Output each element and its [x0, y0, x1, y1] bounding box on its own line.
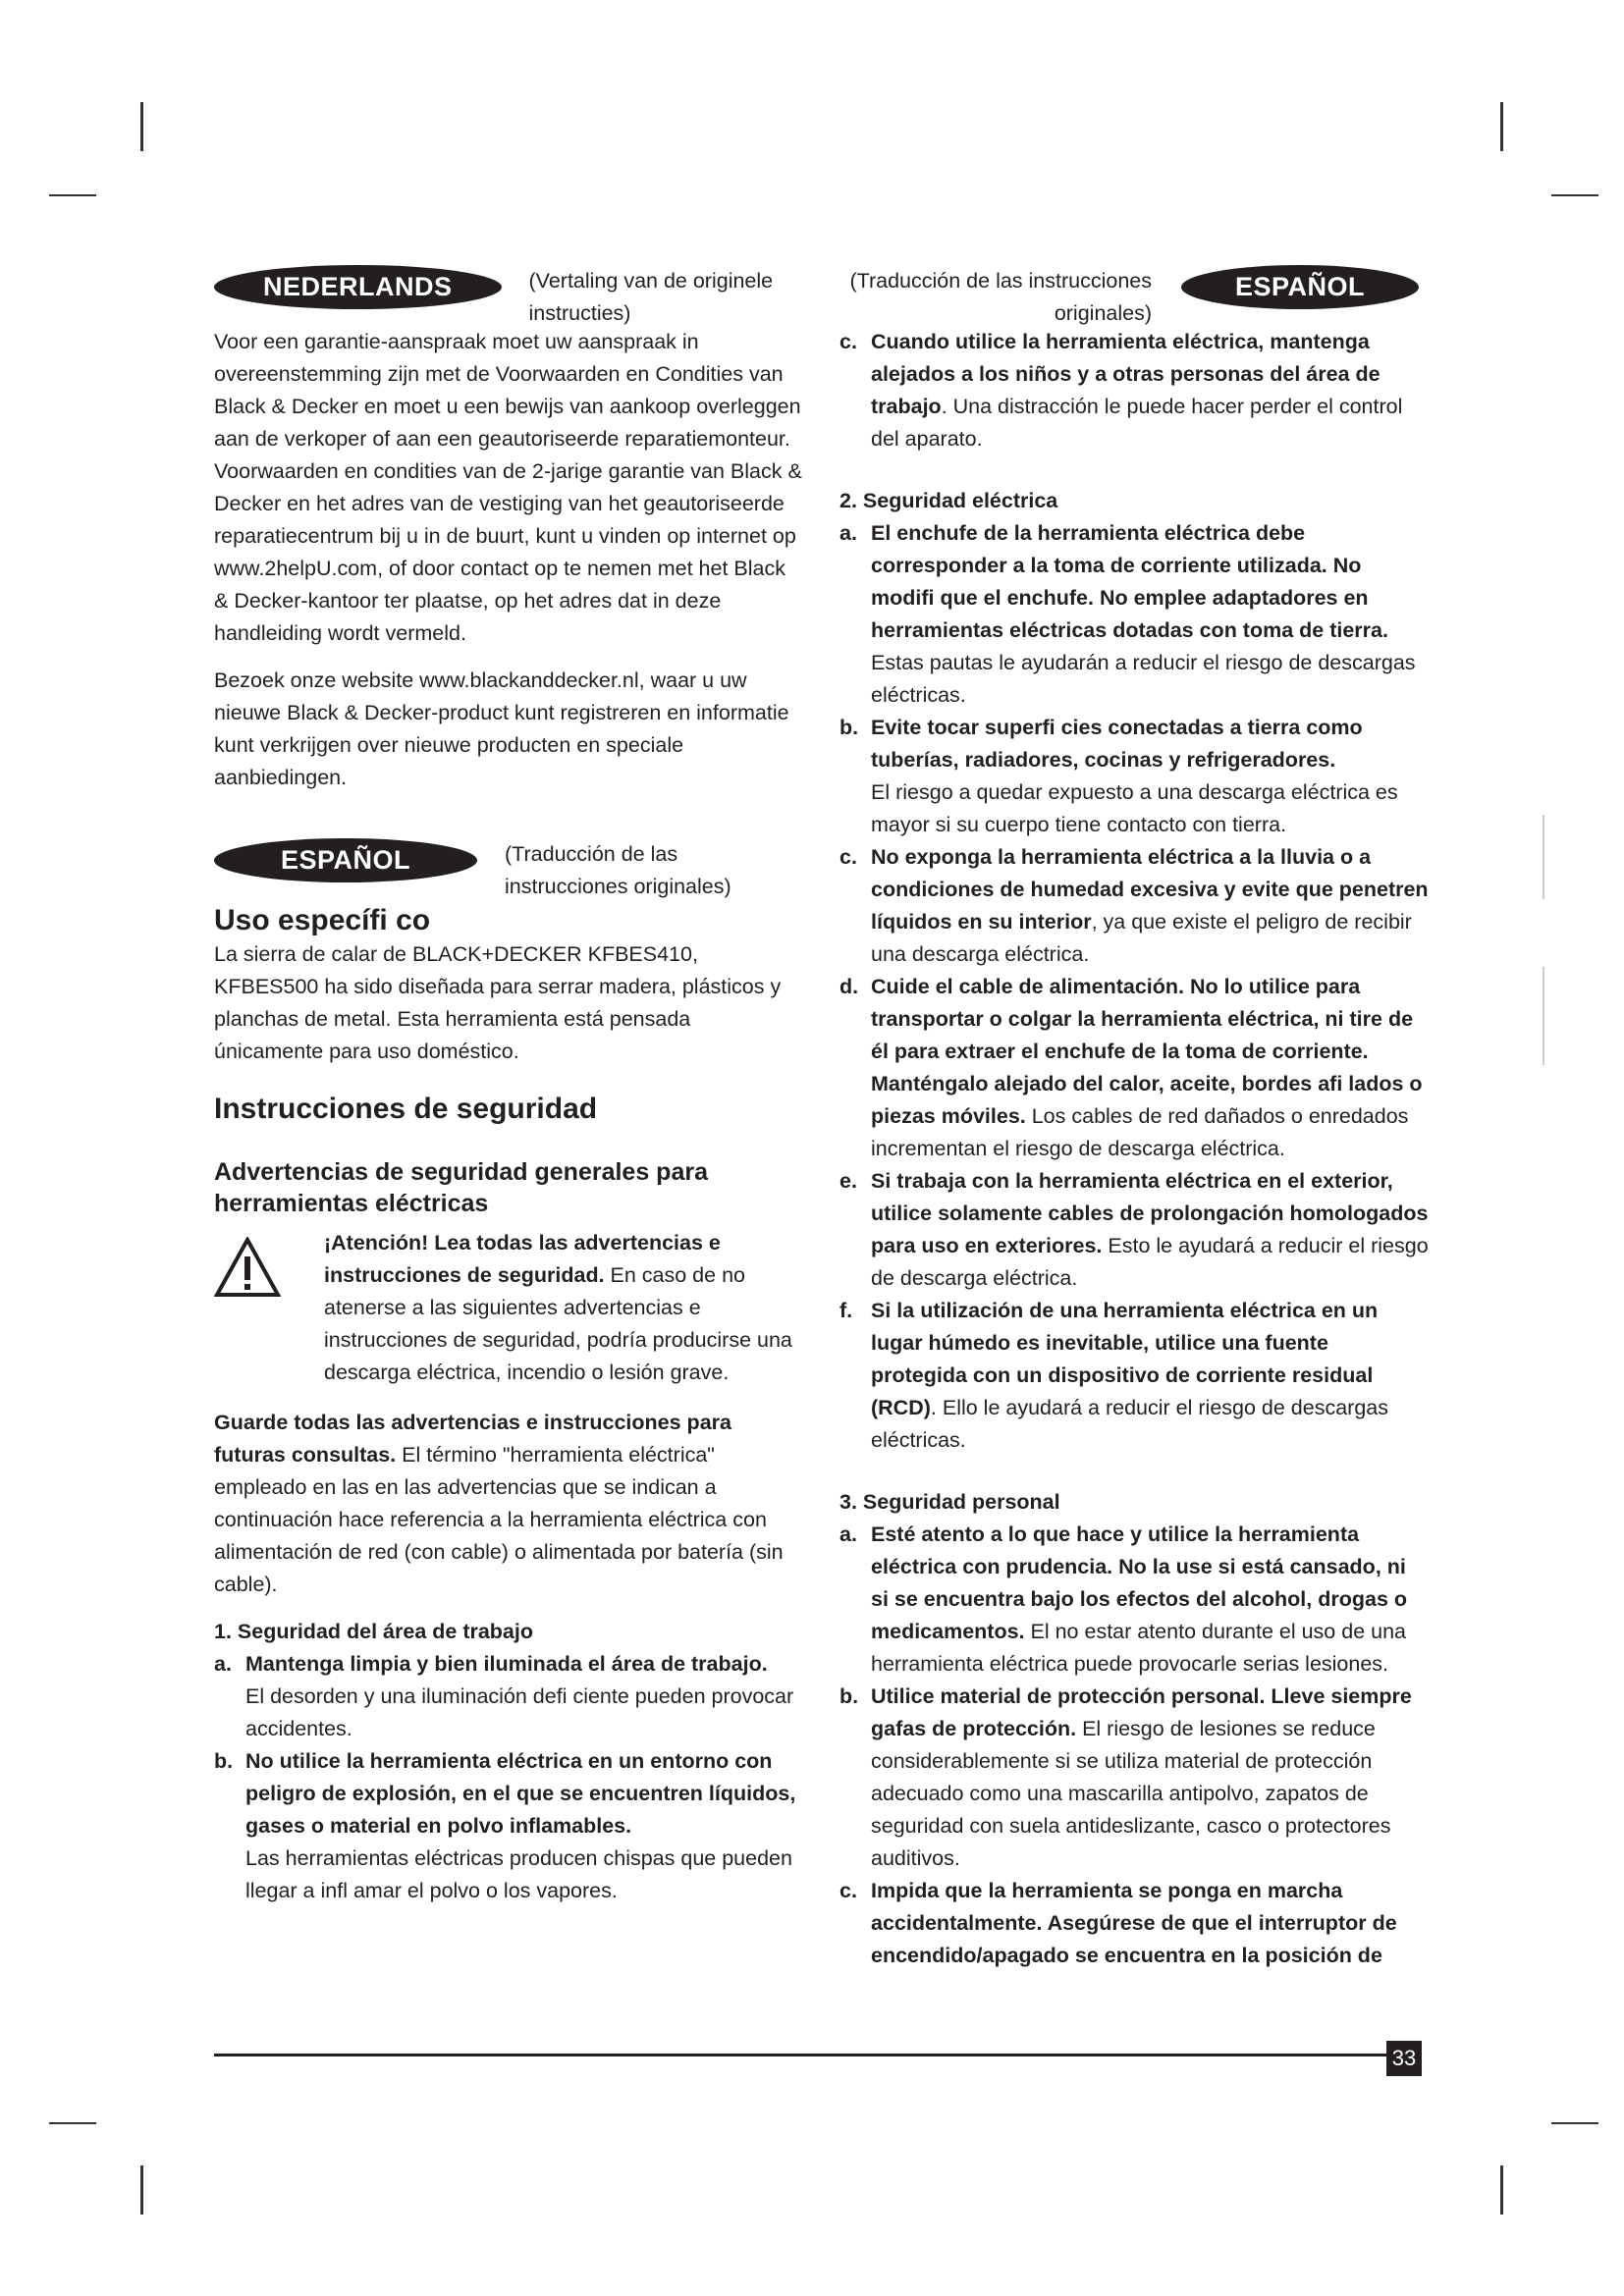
list-item [839, 1295, 1429, 1457]
warning-body: En caso de no atenerse a las siguientes advertencias e instrucciones de seguridad, podría producirse una descarga eléctrica, incendio o lesión grave. [324, 1263, 792, 1384]
list-item [839, 1875, 1429, 1972]
section-1-title: 1. Seguridad del área de trabajo [214, 1620, 533, 1643]
keep-instructions-body: El término "herramienta eléctrica" empleado en las en las advertencias que se indican a continuación hace referencia a la herramienta eléctrica con alimentación de red (con cable) o alimentada por batería (sin cable). [214, 1443, 784, 1596]
item-text: . Ello le ayudará a reducir el riesgo de descargas eléctricas. [871, 1396, 1388, 1452]
item-bold: Utilice material de protección personal. Lleve siempre gafas de protección. [871, 1684, 1412, 1740]
right-column [839, 265, 1429, 1972]
item-label: a. [839, 521, 857, 545]
item-bold: No exponga la herramienta eléctrica a la lluvia o a condiciones de humedad excesiva y evite que penetren líquidos en su interior [871, 845, 1429, 934]
list-item [214, 1745, 803, 1907]
item-label: c. [839, 330, 857, 353]
item-bold: Si la utilización de una herramienta eléctrica en un lugar húmedo es inevitable, utilice una fuente protegida con un dispositivo de corriente residual (RCD) [871, 1299, 1379, 1419]
item-label: e. [839, 1169, 857, 1193]
item-bold: Esté atento a lo que hace y utilice la herramienta eléctrica con prudencia. No la use si está cansado, ni si se encuentra bajo los efectos del alcohol, drogas o medicamentos. [871, 1522, 1408, 1643]
item-text: , ya que existe el peligro de recibir una descarga eléctrica. [871, 910, 1412, 966]
item-bold: El enchufe de la herramienta eléctrica debe corresponder a la toma de corriente utilizada. No modifi que el enchufe. No emplee adaptadores en herramientas eléctricas dotadas con toma de tierra. [871, 521, 1388, 642]
crop-mark [49, 194, 96, 196]
item-text: Los cables de red dañados o enredados incrementan el riesgo de descarga eléctrica. [871, 1104, 1409, 1160]
list-item [839, 1519, 1429, 1681]
crop-mark [1500, 102, 1503, 151]
language-badge-es-right: ESPAÑOL [1181, 265, 1419, 309]
item-label: b. [839, 716, 859, 739]
translation-note-es: (Traducción de las instrucciones originales) [505, 842, 731, 898]
list-item [839, 1681, 1429, 1875]
item-label: f. [839, 1299, 853, 1322]
es-header-row [214, 838, 803, 903]
item-label: b. [214, 1749, 234, 1773]
translation-note-es-right: (Traducción de las instrucciones originales) [849, 269, 1152, 325]
item-bold: Impida que la herramienta se ponga en marcha accidentalmente. Asegúrese de que el interruptor de encendido/apagado se encuentra en la posición de [871, 1879, 1397, 1967]
item-text: El riesgo de lesiones se reduce considerablemente si se utiliza material de protección adecuado como una mascarilla antipolvo, zapatos de seguridad con suela antideslizante, casco o protectores auditivos. [871, 1717, 1391, 1870]
crop-mark [140, 2165, 143, 2215]
item-label: c. [839, 1879, 857, 1902]
nl-paragraph: Voor een garantie-aanspraak moet uw aanspraak in overeenstemming zijn met de Voorwaarden en Condities van Black & Decker en moet u een bewijs van aankoop overleggen aan de verkoper of aan een geautoriseerde reparatiemonteur. [214, 330, 801, 451]
list-item [839, 841, 1429, 971]
keep-instructions-text [214, 1407, 803, 1601]
language-badge-nl: NEDERLANDS [214, 265, 502, 309]
crop-mark [1500, 2165, 1503, 2215]
item-bold: Evite tocar superfi cies conectadas a tierra como tuberías, radiadores, cocinas y refrigeradores. [871, 716, 1363, 772]
left-column [214, 265, 803, 1907]
warning-triangle-icon [214, 1227, 324, 1389]
item-text: Estas pautas le ayudarán a reducir el riesgo de descargas eléctricas. [871, 651, 1416, 707]
warning-bold: ¡Atención! Lea todas las advertencias e instrucciones de seguridad. [324, 1231, 721, 1287]
item-bold: Cuando utilice la herramienta eléctrica, mantenga alejados a los niños y a otras personas del área de trabajo [871, 330, 1380, 418]
nl-header-row [214, 265, 803, 330]
section-3-title: 3. Seguridad personal [839, 1490, 1060, 1514]
item-bold: Cuide el cable de alimentación. No lo utilice para transportar o colgar la herramienta eléctrica, ni tire de él para extraer el enchufe de la toma de corriente. Manténgalo alejado del calor, aceite, bordes afi lados o piezas móviles. [871, 975, 1423, 1128]
page-number: 33 [1386, 2041, 1422, 2076]
section-title: Instrucciones de seguridad [214, 1093, 598, 1125]
item-text: El desorden y una iluminación defi ciente pueden provocar accidentes. [245, 1684, 794, 1740]
item-label: a. [214, 1652, 232, 1676]
item-label: d. [839, 975, 859, 998]
list-item [839, 971, 1429, 1165]
item-text: . Una distracción le puede hacer perder el control del aparato. [871, 395, 1403, 451]
item-bold: Si trabaja con la herramienta eléctrica en el exterior, utilice solamente cables de prolongación homologados para uso en exteriores. [871, 1169, 1429, 1257]
subsection-title: Advertencias de seguridad generales para herramientas eléctricas [214, 1158, 708, 1217]
list-item [839, 1165, 1429, 1295]
crop-mark [140, 102, 143, 151]
margin-line [1543, 815, 1544, 899]
language-badge-es: ESPAÑOL [214, 838, 477, 882]
footer-rule [214, 2054, 1387, 2056]
crop-mark [1551, 194, 1598, 196]
section-title: Uso específi co [214, 904, 431, 936]
es-header-row-right [839, 265, 1429, 330]
item-text: El riesgo a quedar expuesto a una descarga eléctrica es mayor si su cuerpo tiene contacto con tierra. [871, 780, 1398, 836]
list-item [214, 1648, 803, 1745]
margin-line [1543, 967, 1544, 1065]
item-bold: Mantenga limpia y bien iluminada el área de trabajo. [245, 1652, 768, 1676]
nl-paragraph: Voorwaarden en condities van de 2-jarige garantie van Black & Decker en het adres van de vestiging van het geautoriseerde reparatiecentrum bij u in de buurt, kunt u vinden op internet op www.2helpU.com, of door contact op te nemen met het Black & Decker-kantoor ter plaatse, op het adres dat in deze handleiding wordt vermeld. [214, 459, 802, 645]
nl-paragraph: Bezoek onze website www.blackanddecker.nl, waar u uw nieuwe Black & Decker-product kunt registreren en informatie kunt verkrijgen over nieuwe producten en speciale aanbiedingen. [214, 668, 789, 789]
item-text: Esto le ayudará a reducir el riesgo de descarga eléctrica. [871, 1234, 1429, 1290]
warning-text [324, 1227, 803, 1389]
crop-mark [49, 2122, 96, 2124]
item-text: Las herramientas eléctricas producen chispas que pueden llegar a infl amar el polvo o los vapores. [245, 1846, 792, 1902]
item-label: a. [839, 1522, 857, 1546]
intended-use-text: La sierra de calar de BLACK+DECKER KFBES410, KFBES500 ha sido diseñada para serrar madera, plásticos y planchas de metal. Esta herramienta está pensada únicamente para uso doméstico. [214, 942, 782, 1063]
list-item [839, 517, 1429, 712]
translation-note-nl: (Vertaling van de originele instructies) [528, 269, 774, 325]
list-item [839, 326, 1429, 455]
keep-instructions-bold: Guarde todas las advertencias e instrucciones para futuras consultas. [214, 1411, 731, 1467]
list-item [839, 712, 1429, 841]
warning-block [214, 1227, 803, 1389]
item-text: El no estar atento durante el uso de una herramienta eléctrica puede provocarle serias lesiones. [871, 1620, 1407, 1676]
item-label: c. [839, 845, 857, 869]
crop-mark [1551, 2122, 1598, 2124]
item-bold: No utilice la herramienta eléctrica en un entorno con peligro de explosión, en el que se encuentren líquidos, gases o material en polvo inflamables. [245, 1749, 796, 1838]
section-2-title: 2. Seguridad eléctrica [839, 489, 1058, 512]
item-label: b. [839, 1684, 859, 1708]
